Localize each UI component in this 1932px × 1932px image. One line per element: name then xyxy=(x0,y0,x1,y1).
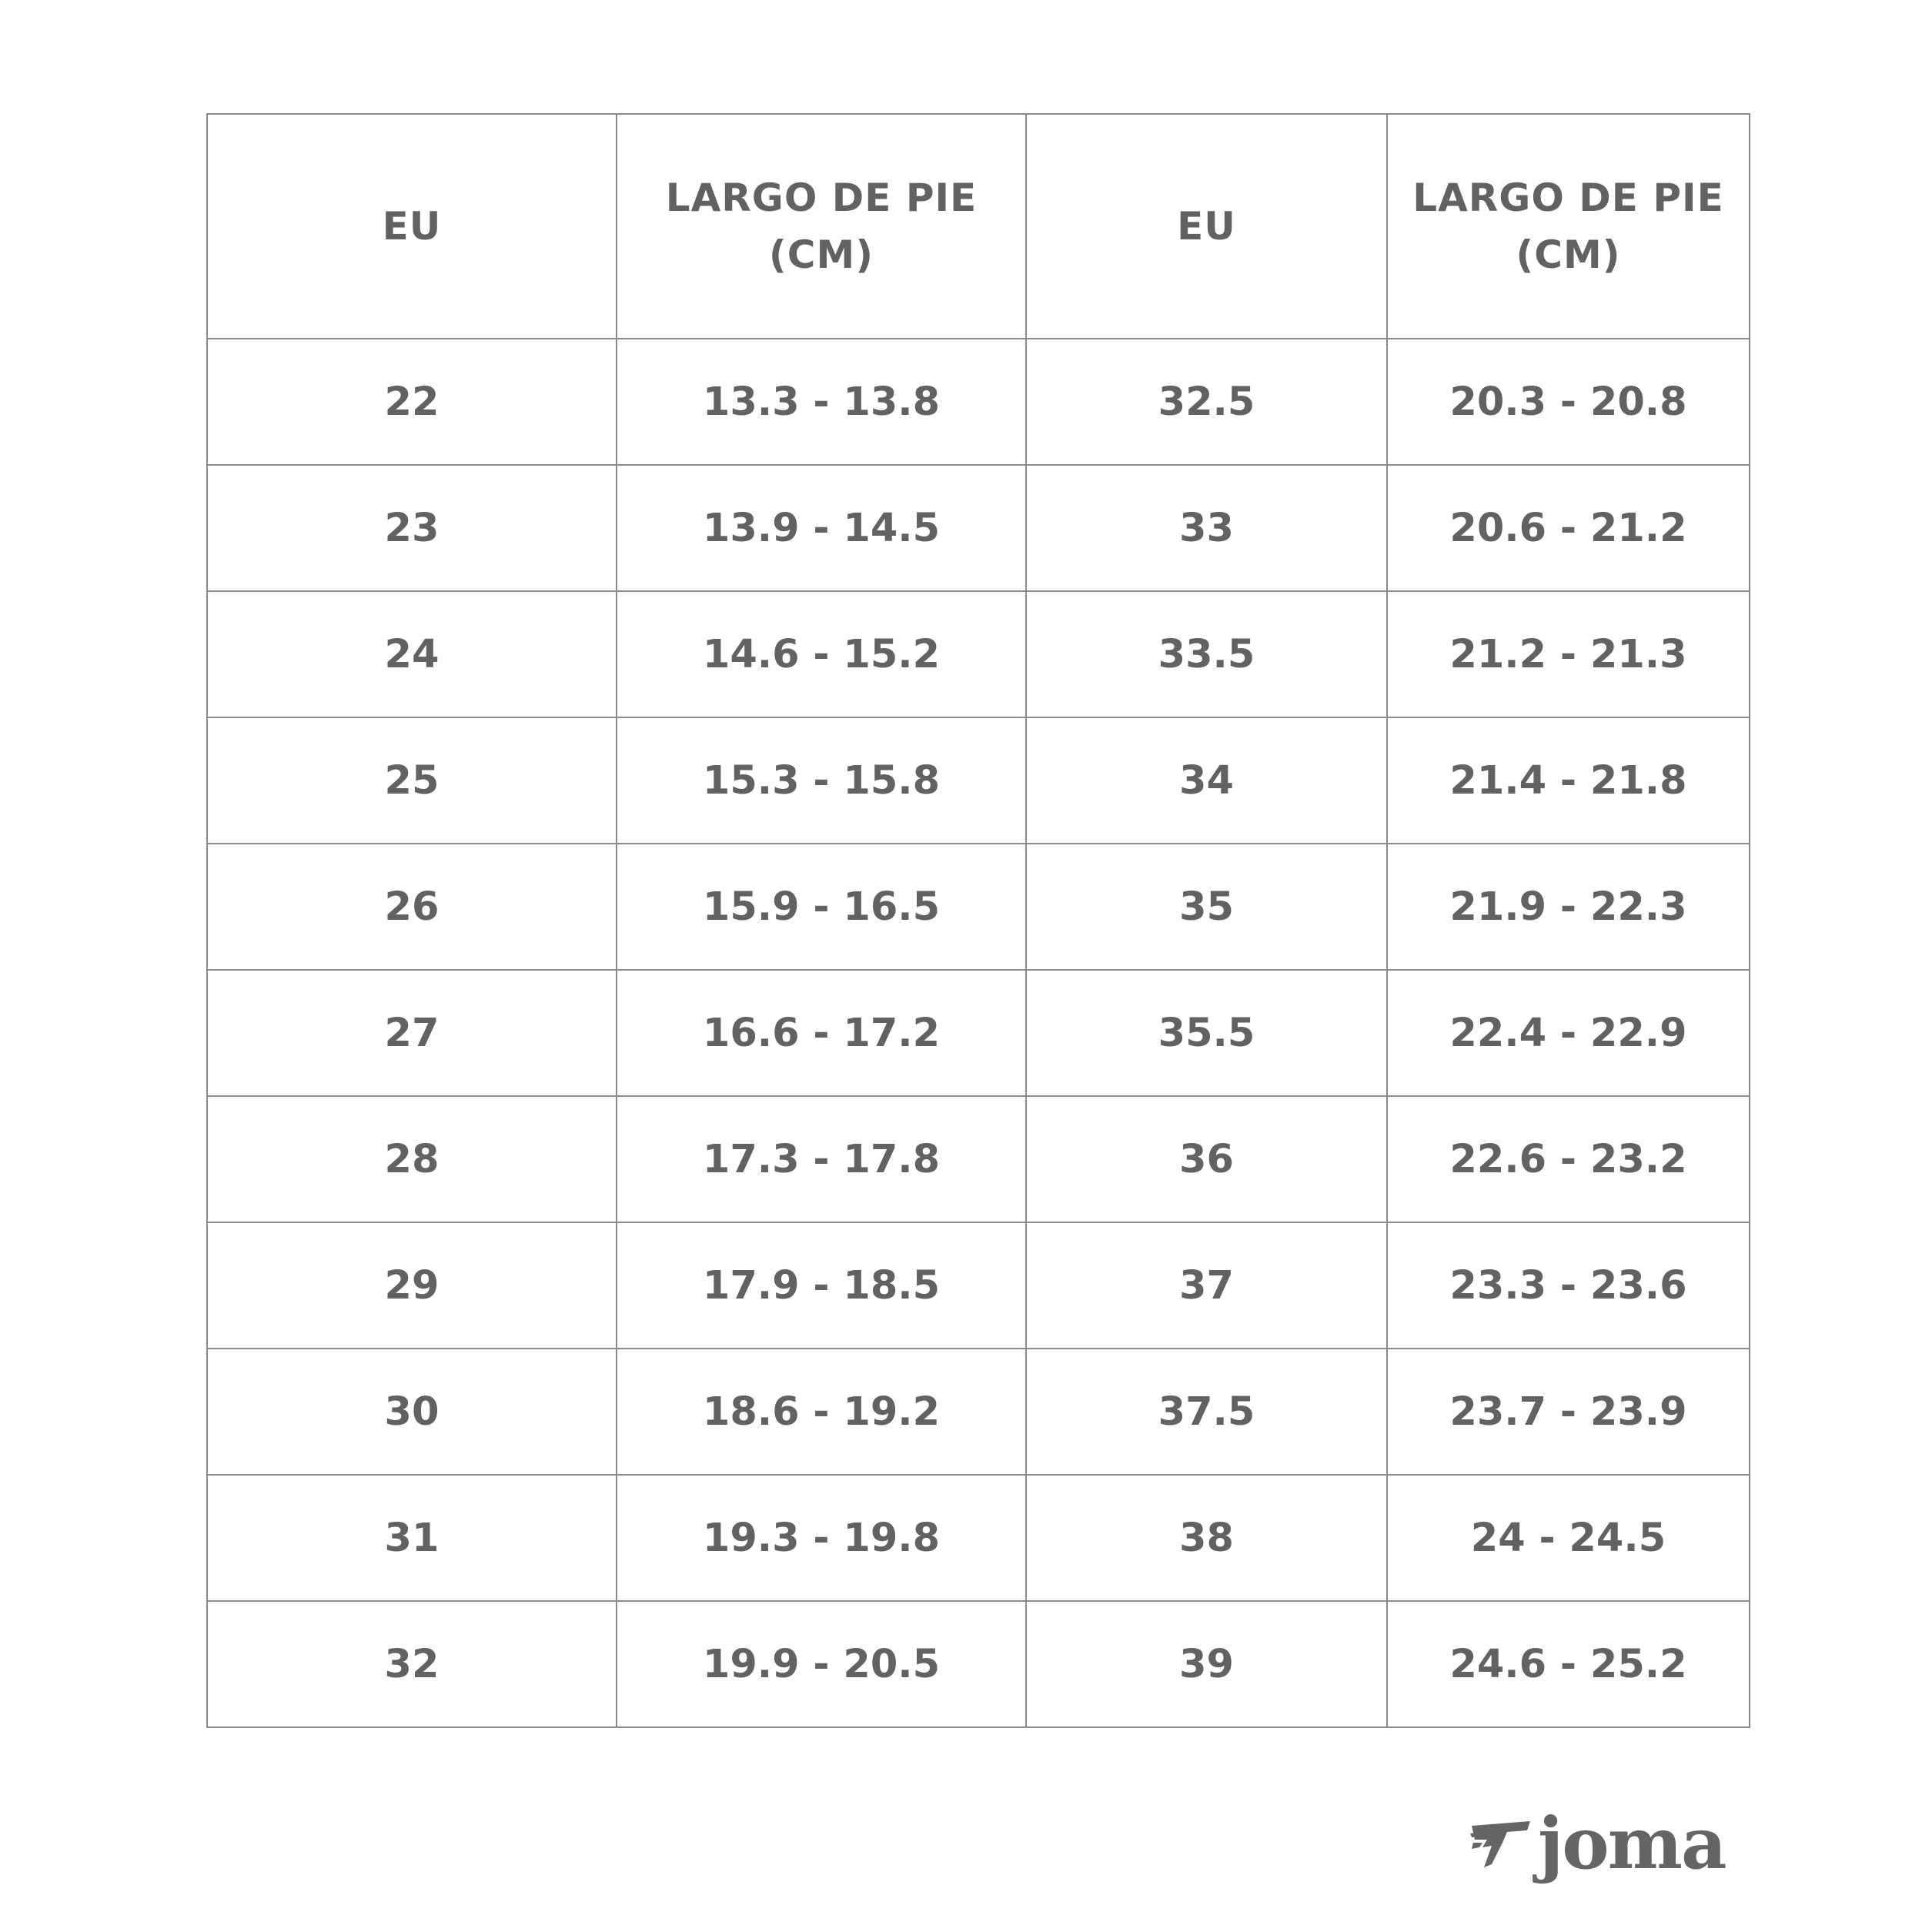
joma-panther-icon xyxy=(1469,1817,1532,1870)
foot-length-cell: 13.3 - 13.8 xyxy=(617,339,1026,465)
table-row xyxy=(207,1601,1750,1727)
foot-length-cell: 18.6 - 19.2 xyxy=(617,1349,1026,1475)
foot-length-cell: 19.3 - 19.8 xyxy=(617,1475,1026,1601)
header-eu-right xyxy=(1026,114,1387,339)
eu-size-cell: 33 xyxy=(1026,465,1387,591)
eu-size-cell: 24 xyxy=(207,591,617,717)
table-row xyxy=(207,844,1750,970)
eu-size-cell: 33.5 xyxy=(1026,591,1387,717)
foot-length-cell: 14.6 - 15.2 xyxy=(617,591,1026,717)
header-label: LARGO DE PIE xyxy=(665,175,978,220)
foot-length-cell: 19.9 - 20.5 xyxy=(617,1601,1026,1727)
foot-length-cell: 21.9 - 22.3 xyxy=(1387,844,1750,970)
header-unit: (CM) xyxy=(1516,232,1621,277)
eu-size-cell: 35 xyxy=(1026,844,1387,970)
eu-size-cell: 30 xyxy=(207,1349,617,1475)
joma-logo xyxy=(1469,1802,1726,1885)
foot-length-cell: 22.6 - 23.2 xyxy=(1387,1096,1750,1222)
eu-size-cell: 35.5 xyxy=(1026,970,1387,1096)
foot-length-cell: 17.9 - 18.5 xyxy=(617,1222,1026,1349)
eu-size-cell: 37.5 xyxy=(1026,1349,1387,1475)
foot-length-cell: 24.6 - 25.2 xyxy=(1387,1601,1750,1727)
eu-size-cell: 36 xyxy=(1026,1096,1387,1222)
eu-size-cell: 25 xyxy=(207,717,617,844)
foot-length-cell: 22.4 - 22.9 xyxy=(1387,970,1750,1096)
eu-size-cell: 23 xyxy=(207,465,617,591)
eu-size-cell: 32 xyxy=(207,1601,617,1727)
eu-size-cell: 31 xyxy=(207,1475,617,1601)
foot-length-cell: 15.3 - 15.8 xyxy=(617,717,1026,844)
table-row xyxy=(207,1349,1750,1475)
table-row xyxy=(207,717,1750,844)
eu-size-cell: 28 xyxy=(207,1096,617,1222)
header-unit: (CM) xyxy=(768,232,874,277)
eu-size-cell: 26 xyxy=(207,844,617,970)
foot-length-cell: 16.6 - 17.2 xyxy=(617,970,1026,1096)
foot-length-cell: 21.4 - 21.8 xyxy=(1387,717,1750,844)
foot-length-cell: 17.3 - 17.8 xyxy=(617,1096,1026,1222)
table-row xyxy=(207,1096,1750,1222)
foot-length-cell: 24 - 24.5 xyxy=(1387,1475,1750,1601)
size-chart-table xyxy=(206,113,1750,1728)
table-row xyxy=(207,1475,1750,1601)
eu-size-cell: 39 xyxy=(1026,1601,1387,1727)
eu-size-cell: 22 xyxy=(207,339,617,465)
table-row xyxy=(207,1222,1750,1349)
eu-size-cell: 38 xyxy=(1026,1475,1387,1601)
header-foot-length-left xyxy=(617,114,1026,339)
header-label: EU xyxy=(382,204,442,249)
table-row xyxy=(207,970,1750,1096)
table-row xyxy=(207,591,1750,717)
foot-length-cell: 20.3 - 20.8 xyxy=(1387,339,1750,465)
foot-length-cell: 13.9 - 14.5 xyxy=(617,465,1026,591)
header-foot-length-right xyxy=(1387,114,1750,339)
foot-length-cell: 21.2 - 21.3 xyxy=(1387,591,1750,717)
table-row xyxy=(207,465,1750,591)
foot-length-cell: 15.9 - 16.5 xyxy=(617,844,1026,970)
header-label: LARGO DE PIE xyxy=(1412,175,1724,220)
header-eu-left xyxy=(207,114,617,339)
eu-size-cell: 34 xyxy=(1026,717,1387,844)
foot-length-cell: 23.3 - 23.6 xyxy=(1387,1222,1750,1349)
foot-length-cell: 23.7 - 23.9 xyxy=(1387,1349,1750,1475)
foot-length-cell: 20.6 - 21.2 xyxy=(1387,465,1750,591)
header-label: EU xyxy=(1177,204,1236,249)
eu-size-cell: 29 xyxy=(207,1222,617,1349)
table-row xyxy=(207,339,1750,465)
eu-size-cell: 32.5 xyxy=(1026,339,1387,465)
joma-wordmark: joma xyxy=(1538,1802,1726,1885)
eu-size-cell: 37 xyxy=(1026,1222,1387,1349)
header-row xyxy=(207,114,1750,339)
eu-size-cell: 27 xyxy=(207,970,617,1096)
